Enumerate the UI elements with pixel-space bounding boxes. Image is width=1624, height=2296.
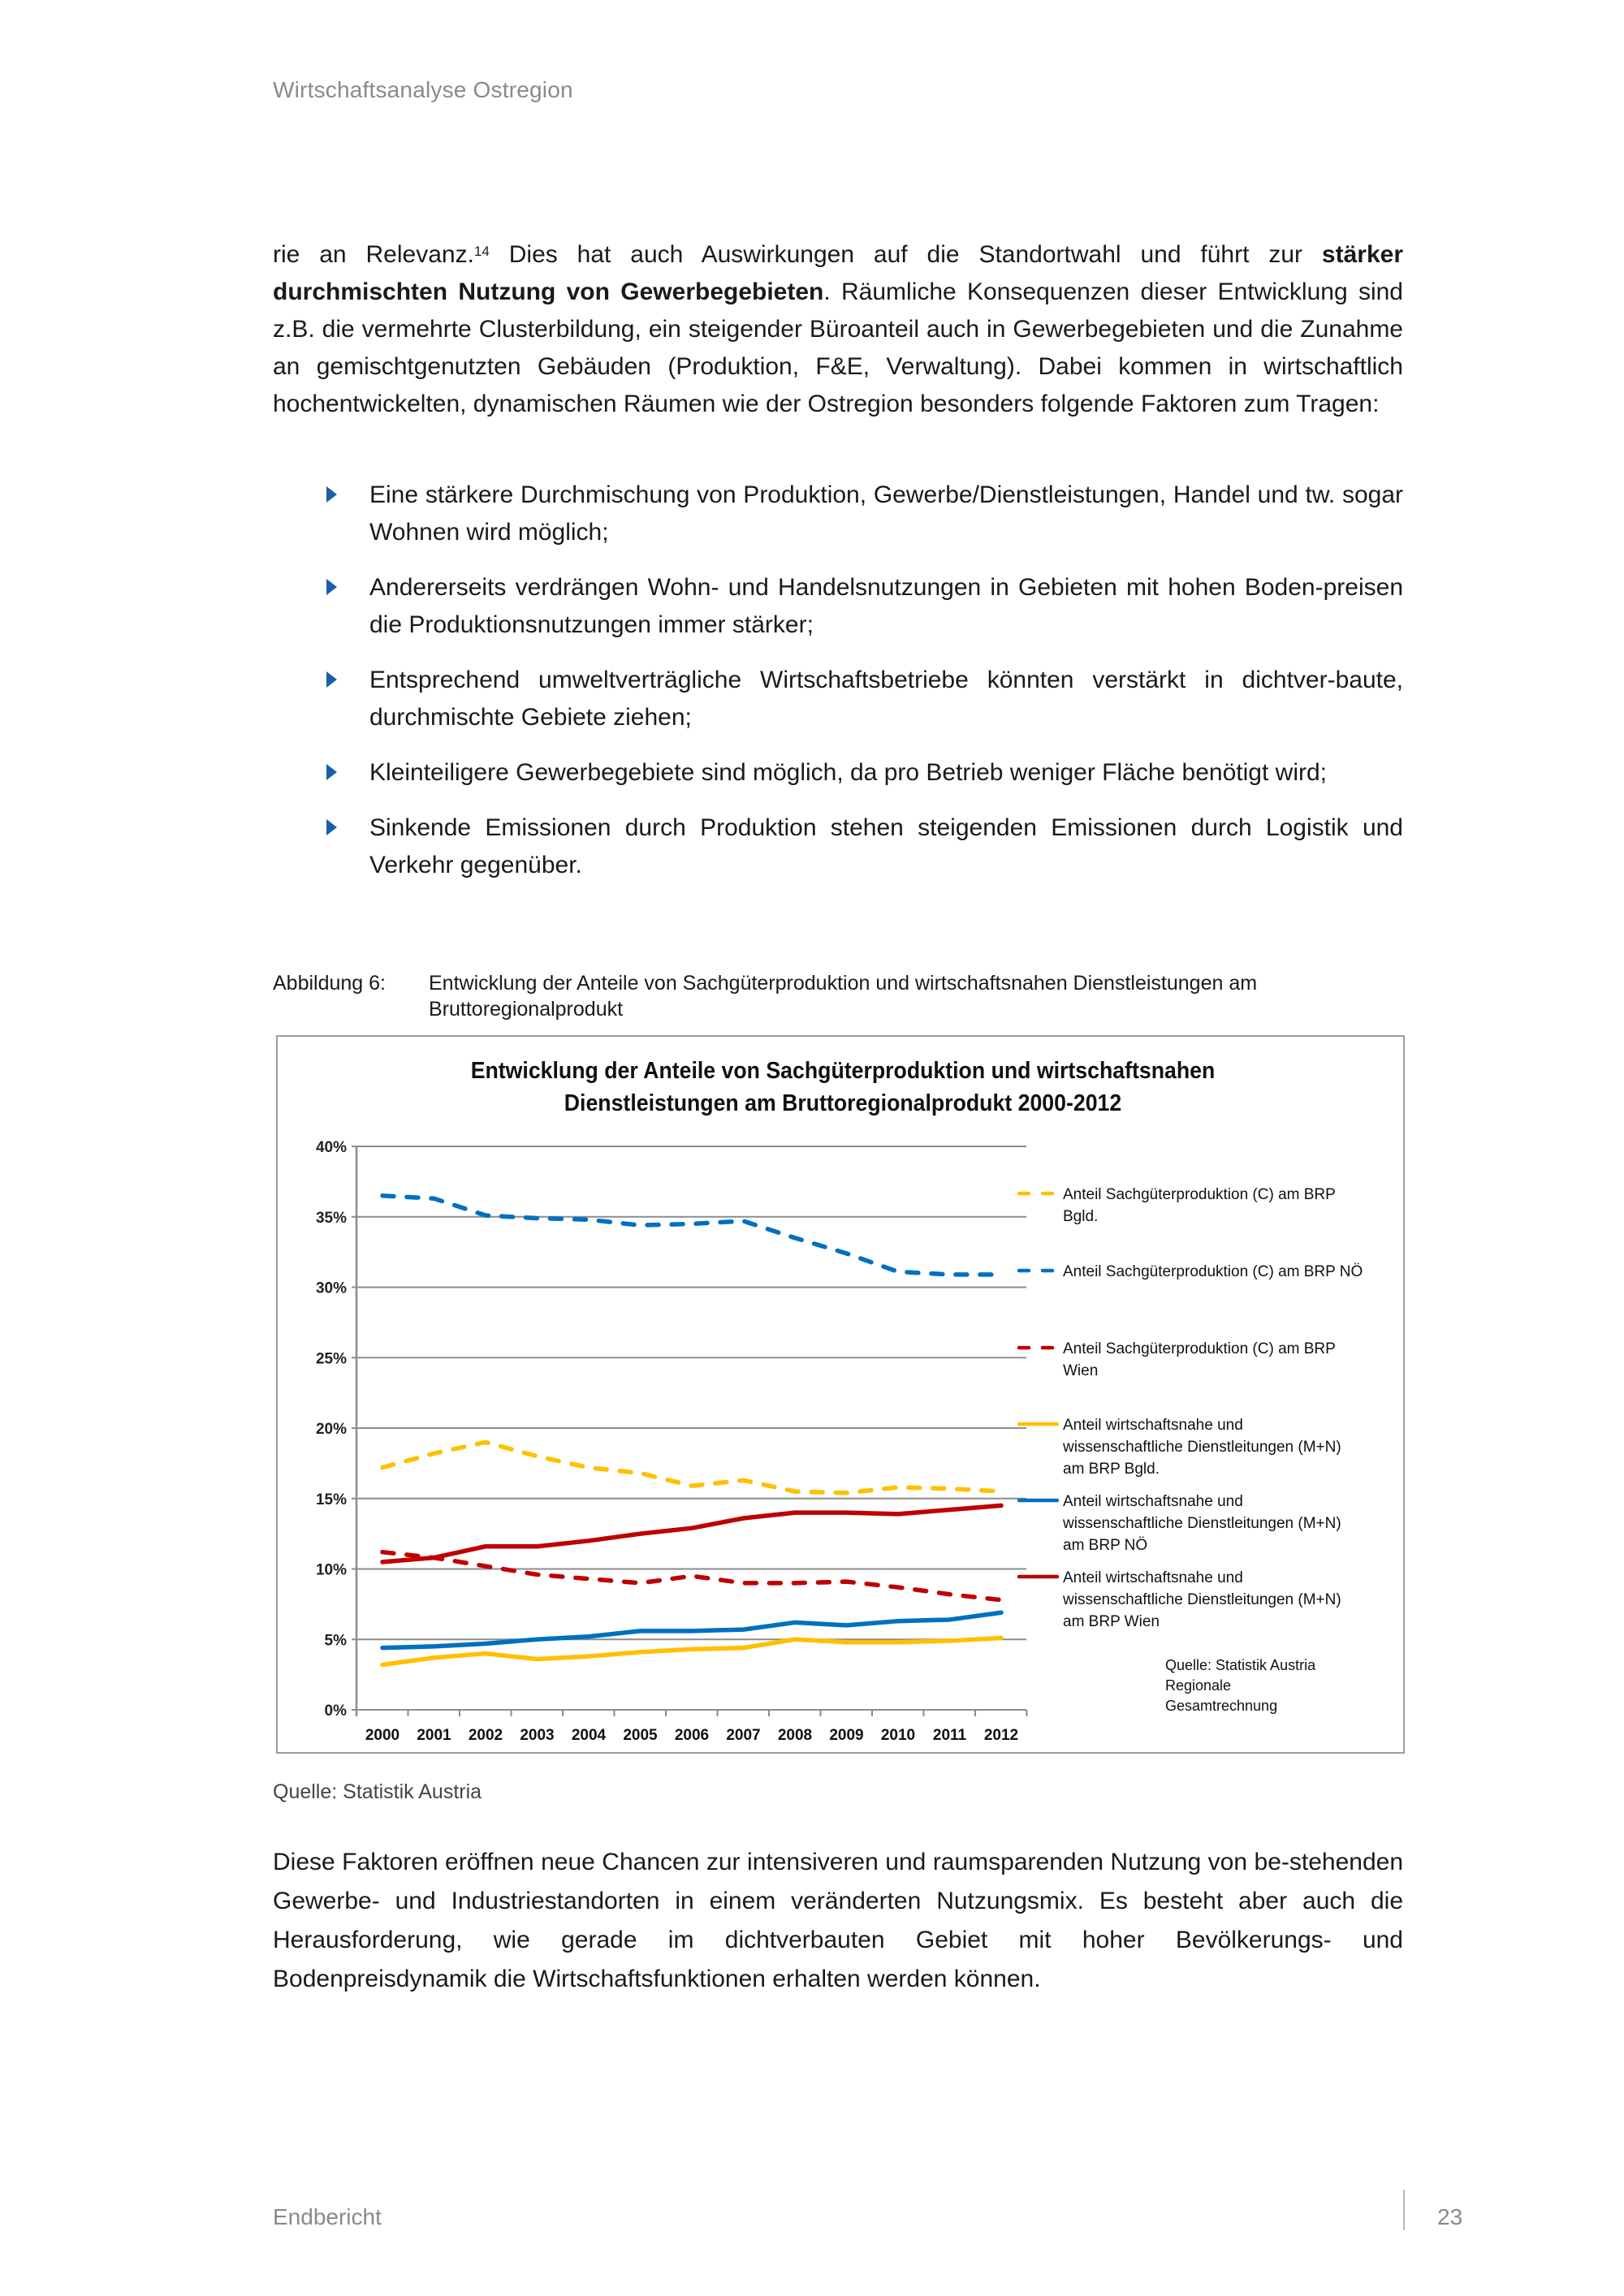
list-item [325, 754, 1403, 792]
legend-label: am BRP Bgld. [1063, 1461, 1160, 1478]
y-tick-label: 40% [315, 1139, 347, 1156]
x-tick-label: 2010 [880, 1727, 916, 1744]
x-tick-label: 2000 [365, 1727, 400, 1744]
y-tick-label: 30% [315, 1280, 347, 1297]
legend-label: Anteil Sachgüterproduktion (C) am BRP [1063, 1186, 1336, 1203]
x-tick-label: 2003 [520, 1727, 555, 1744]
chart-source-annotation: Gesamtrechnung [1165, 1698, 1278, 1714]
footnote-ref[interactable]: 14 [473, 244, 490, 259]
x-tick-label: 2011 [932, 1727, 967, 1744]
figure-source: Quelle: Statistik Austria [273, 1780, 482, 1803]
page-number: 23 [1437, 2204, 1463, 2229]
legend-label: Anteil wirtschaftsnahe und [1063, 1493, 1243, 1510]
figure-caption-text: Entwicklung der Anteile von Sachgüterproduktion und wirtschaftsnahen Dienstleistungen am Bruttoregionalprodukt [429, 972, 1258, 1021]
x-tick-label: 2008 [777, 1727, 813, 1744]
chart-title-line: Dienstleistungen am Bruttoregionalprodukt 2000-2012 [564, 1090, 1122, 1116]
x-tick-label: 2009 [829, 1727, 864, 1744]
list-item-text: Andererseits verdrängen Wohn- und Handelsnutzungen in Gebieten mit hohen Boden-preisen die Produktionsnutzungen immer stärker; [369, 574, 1403, 638]
y-tick-label: 25% [315, 1350, 347, 1368]
figure-label: Abbildung 6: [273, 972, 387, 995]
conclusion-paragraph: Diese Faktoren eröffnen neue Chancen zur intensiveren und raumsparenden Nutzung von be-stehenden Gewerbe- und Industriestandorten in einem veränderten Nutzungsmix. Es besteht aber auch die Herausforderung, wie gerade im dichtverbauten Gebiet mit hoher Bevölkerungs- und Bodenpreisdynamik die Wirtschaftsfunktionen erhalten werden können. [273, 1849, 1403, 1992]
list-item-text: Sinkende Emissionen durch Produktion stehen steigenden Emissionen durch Logistik und Verkehr gegenüber. [369, 814, 1403, 878]
series-line [382, 1505, 1001, 1561]
chart-plot [278, 1037, 1406, 1755]
series-line [382, 1442, 1001, 1492]
intro-text-2: Dies hat auch Auswirkungen auf die Standortwahl und führt zur [489, 241, 1322, 268]
legend-label: Anteil wirtschaftsnahe und [1063, 1417, 1243, 1434]
legend-label: Bgld. [1063, 1208, 1099, 1225]
legend-label: Anteil Sachgüterproduktion (C) am BRP [1063, 1340, 1336, 1357]
x-tick-label: 2002 [468, 1727, 503, 1744]
running-header: Wirtschaftsanalyse Ostregion [273, 77, 573, 102]
y-tick-label: 20% [315, 1421, 347, 1438]
legend-label: am BRP NÖ [1063, 1537, 1148, 1554]
y-tick-label: 35% [315, 1209, 347, 1227]
legend-label: wissenschaftliche Dienstleitungen (M+N) [1063, 1591, 1341, 1608]
legend-label: wissenschaftliche Dienstleitungen (M+N) [1063, 1439, 1341, 1456]
list-item [325, 662, 1403, 736]
factor-list [325, 477, 1403, 902]
chart-title-line: Entwicklung der Anteile von Sachgüterproduktion und wirtschaftsnahen [470, 1058, 1216, 1084]
list-item-text: Entsprechend umweltverträgliche Wirtschaftsbetriebe könnten verstärkt in dichtver-baute, durchmischte Gebiete ziehen; [369, 667, 1403, 731]
legend-label: Anteil wirtschaftsnahe und [1063, 1569, 1243, 1586]
footer-divider [1403, 2190, 1405, 2230]
line-chart [276, 1035, 1405, 1754]
bullet-triangle-icon [326, 579, 337, 595]
x-tick-label: 2006 [674, 1727, 710, 1744]
x-tick-label: 2005 [623, 1727, 658, 1744]
y-tick-label: 10% [315, 1561, 347, 1579]
x-tick-label: 2012 [983, 1727, 1019, 1744]
y-tick-label: 5% [324, 1632, 347, 1650]
list-item-text: Kleinteiligere Gewerbegebiete sind möglich, da pro Betrieb weniger Fläche benötigt wird; [369, 759, 1327, 786]
list-item [325, 809, 1403, 884]
intro-text-3: . Räumliche Konsequenzen dieser Entwicklung sind z.B. die vermehrte Clusterbildung, ein steigender Büroanteil auch in Gewerbegebieten und die Zunahme an gemischtgenutzten Gebäuden (Produktion, F&E, Verwaltung). Dabei kommen in wirtschaftlich hochentwickelten, dynamischen Räumen wie der Ostregion besonders folgende Faktoren zum Tragen: [273, 278, 1403, 417]
chart-source-annotation: Quelle: Statistik Austria [1165, 1657, 1316, 1673]
bullet-triangle-icon [326, 764, 337, 780]
legend-label: Anteil Sachgüterproduktion (C) am BRP NÖ [1063, 1263, 1363, 1280]
intro-paragraph [273, 236, 1403, 423]
bullet-triangle-icon [326, 486, 337, 503]
series-line [382, 1552, 1001, 1600]
bullet-triangle-icon [326, 819, 337, 835]
legend-label: am BRP Wien [1063, 1613, 1160, 1630]
legend-label: Wien [1063, 1362, 1099, 1379]
x-tick-label: 2004 [571, 1727, 607, 1744]
list-item [325, 477, 1403, 551]
list-item [325, 569, 1403, 644]
intro-bold-text: stärker durchmischten Nutzung von Gewerbegebieten [273, 241, 1403, 305]
series-line [382, 1196, 1001, 1275]
x-tick-label: 2001 [417, 1727, 451, 1744]
footer-label: Endbericht [273, 2204, 382, 2229]
list-item-text: Eine stärkere Durchmischung von Produktion, Gewerbe/Dienstleistungen, Handel und tw. sogar Wohnen wird möglich; [369, 481, 1403, 546]
legend-label: wissenschaftliche Dienstleitungen (M+N) [1063, 1515, 1341, 1532]
x-tick-label: 2007 [726, 1727, 761, 1744]
chart-source-annotation: Regionale [1165, 1677, 1232, 1694]
intro-text-1: rie an Relevanz. [273, 241, 474, 268]
y-tick-label: 0% [324, 1703, 347, 1720]
bullet-triangle-icon [326, 671, 337, 688]
y-tick-label: 15% [315, 1491, 347, 1508]
